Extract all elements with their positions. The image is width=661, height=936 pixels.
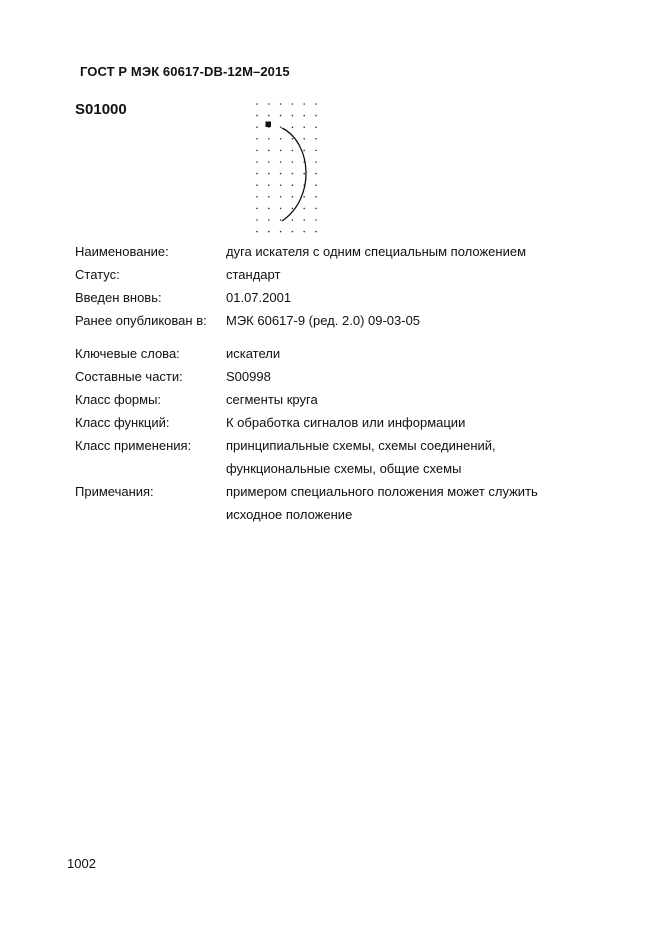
field-label: Статус: [75, 267, 120, 282]
field-row-shape-class [75, 388, 635, 411]
grid-dot [268, 219, 270, 221]
grid-dot [280, 138, 282, 140]
field-label: Класс функций: [75, 415, 170, 430]
grid-dot [303, 196, 305, 198]
grid-dot [292, 103, 294, 105]
grid-dot [268, 208, 270, 210]
field-value: МЭК 60617-9 (ред. 2.0) 09-03-05 [226, 313, 421, 328]
grid-dot [268, 173, 270, 175]
grid-dot [280, 161, 282, 163]
field-value: искатели [226, 346, 281, 361]
grid-dot [256, 219, 258, 221]
grid-dot [292, 126, 294, 128]
grid-dot [292, 173, 294, 175]
grid-dot [268, 184, 270, 186]
arc-path [282, 128, 306, 221]
grid-dot [315, 126, 317, 128]
page-number: 1002 [67, 856, 96, 871]
field-row-application-class [75, 434, 635, 480]
grid-dot [280, 150, 282, 152]
field-label: Примечания: [75, 484, 154, 499]
grid-dot [315, 115, 317, 117]
grid-dot [256, 173, 258, 175]
field-value: К обработка сигналов или информации [226, 415, 466, 430]
grid-dot [315, 161, 317, 163]
grid-dots [256, 103, 317, 232]
grid-dot [315, 184, 317, 186]
field-row-keywords [75, 342, 635, 365]
grid-dot [303, 126, 305, 128]
grid-dot [315, 150, 317, 152]
grid-dot [256, 208, 258, 210]
grid-dot [292, 184, 294, 186]
grid-dot [280, 126, 282, 128]
grid-dot [315, 219, 317, 221]
grid-dot [256, 231, 258, 233]
grid-dot [280, 103, 282, 105]
grid-dot [280, 219, 282, 221]
field-value: стандарт [226, 267, 281, 282]
field-value: примером специального положения может служить [226, 484, 538, 499]
field-label: Ранее опубликован в: [75, 313, 207, 328]
field-value: дуга искателя с одним специальным положением [226, 244, 527, 259]
grid-dot [303, 103, 305, 105]
grid-dot [280, 208, 282, 210]
field-label: Класс формы: [75, 392, 162, 407]
grid-dot [280, 231, 282, 233]
document-header: ГОСТ Р МЭК 60617-DB-12M–2015 [80, 64, 290, 79]
field-value: 01.07.2001 [226, 290, 292, 305]
grid-dot [292, 196, 294, 198]
field-label: Класс применения: [75, 438, 192, 453]
grid-dot [256, 161, 258, 163]
grid-dot [268, 103, 270, 105]
grid-dot [292, 138, 294, 140]
field-label: Ключевые слова: [75, 346, 180, 361]
field-row-name [75, 240, 635, 263]
grid-dot [268, 115, 270, 117]
grid-dot [256, 184, 258, 186]
grid-dot [268, 150, 270, 152]
grid-dot [303, 219, 305, 221]
grid-dot [292, 115, 294, 117]
grid-dot [315, 103, 317, 105]
field-row-components [75, 365, 635, 388]
field-value: принципиальные схемы, схемы соединений, [226, 438, 496, 453]
grid-dot [292, 161, 294, 163]
grid-dot [315, 138, 317, 140]
grid-dot [315, 173, 317, 175]
grid-dot [280, 184, 282, 186]
field-label: Введен вновь: [75, 290, 162, 305]
grid-dot [303, 173, 305, 175]
attribute-table [75, 240, 635, 526]
arc-symbol-icon [250, 98, 325, 238]
grid-dot [292, 208, 294, 210]
grid-dot [268, 231, 270, 233]
field-row-published [75, 309, 635, 332]
grid-dot [303, 231, 305, 233]
grid-dot [256, 103, 258, 105]
grid-dot [268, 196, 270, 198]
grid-dot [303, 208, 305, 210]
field-row-introduced [75, 286, 635, 309]
field-value: функциональные схемы, общие схемы [226, 461, 462, 476]
grid-dot [256, 150, 258, 152]
grid-dot [268, 138, 270, 140]
field-row-notes [75, 480, 635, 526]
field-value: S00998 [226, 369, 271, 384]
grid-dot [315, 196, 317, 198]
field-row-status [75, 263, 635, 286]
field-value: сегменты круга [226, 392, 318, 407]
field-value: исходное положение [226, 507, 353, 522]
grid-dot [303, 138, 305, 140]
grid-dot [256, 196, 258, 198]
grid-dot [292, 231, 294, 233]
special-position-dot [266, 122, 272, 128]
grid-dot [303, 115, 305, 117]
grid-dot [292, 219, 294, 221]
grid-dot [256, 115, 258, 117]
grid-dot [315, 231, 317, 233]
grid-dot [303, 150, 305, 152]
field-label: Наименование: [75, 244, 169, 259]
grid-dot [280, 173, 282, 175]
grid-dot [256, 126, 258, 128]
grid-dot [268, 161, 270, 163]
grid-dot [256, 138, 258, 140]
grid-dot [315, 208, 317, 210]
grid-dot [280, 115, 282, 117]
symbol-code: S01000 [75, 101, 127, 118]
grid-dot [292, 150, 294, 152]
field-label: Составные части: [75, 369, 183, 384]
grid-dot [280, 196, 282, 198]
field-row-function-class [75, 411, 635, 434]
